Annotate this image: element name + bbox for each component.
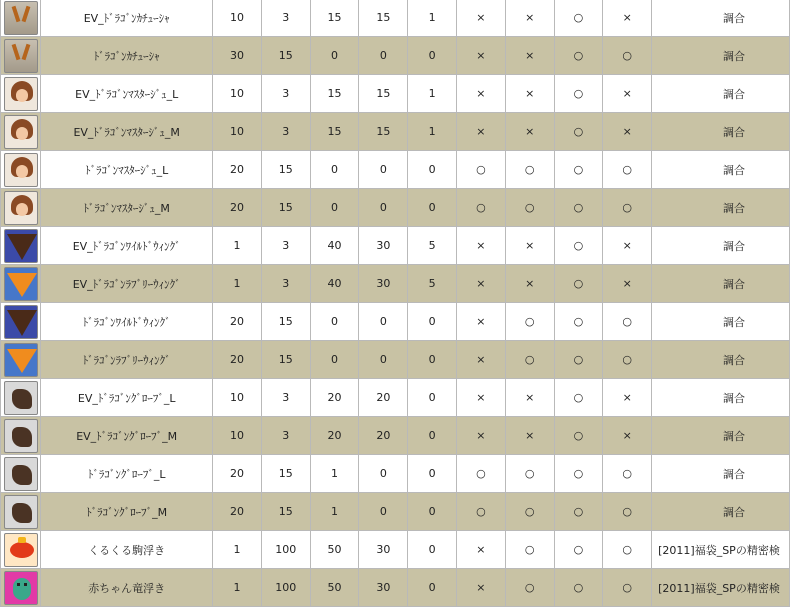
method-cell: 調合 xyxy=(652,37,790,75)
value-cell: 20 xyxy=(213,189,262,227)
item-name: ﾄﾞﾗｺﾞﾝｶﾁｭｰｼｬ xyxy=(41,37,213,75)
value-cell: 0 xyxy=(408,455,457,493)
flag-cell: ○ xyxy=(554,37,603,75)
dragon-hair-icon xyxy=(4,115,38,149)
value-cell: 0 xyxy=(310,341,359,379)
value-cell: 10 xyxy=(213,0,262,37)
flag-cell: ○ xyxy=(505,151,554,189)
flag-cell: × xyxy=(457,303,506,341)
dragon-glove-icon xyxy=(4,495,38,529)
flag-cell: ○ xyxy=(505,493,554,531)
flag-cell: × xyxy=(505,75,554,113)
table-row xyxy=(1,569,790,607)
method-cell: 調合 xyxy=(652,341,790,379)
dragon-wing-dark-icon xyxy=(4,305,38,339)
flag-cell: × xyxy=(457,379,506,417)
dragon-glove-icon xyxy=(4,381,38,415)
value-cell: 30 xyxy=(213,37,262,75)
flag-cell: ○ xyxy=(603,37,652,75)
value-cell: 0 xyxy=(310,151,359,189)
flag-cell: × xyxy=(603,417,652,455)
value-cell: 30 xyxy=(359,569,408,607)
value-cell: 1 xyxy=(310,493,359,531)
item-icon-cell xyxy=(1,417,41,455)
flag-cell: × xyxy=(505,265,554,303)
flag-cell: ○ xyxy=(554,303,603,341)
value-cell: 0 xyxy=(408,37,457,75)
flag-cell: ○ xyxy=(505,189,554,227)
dragon-horn-icon xyxy=(4,1,38,35)
value-cell: 5 xyxy=(408,227,457,265)
flag-cell: ○ xyxy=(505,341,554,379)
flag-cell: × xyxy=(603,0,652,37)
value-cell: 1 xyxy=(310,455,359,493)
method-cell: 調合 xyxy=(652,0,790,37)
flag-cell: × xyxy=(505,227,554,265)
value-cell: 0 xyxy=(408,151,457,189)
flag-cell: ○ xyxy=(603,569,652,607)
value-cell: 15 xyxy=(261,189,310,227)
value-cell: 0 xyxy=(408,189,457,227)
flag-cell: × xyxy=(505,113,554,151)
value-cell: 0 xyxy=(408,341,457,379)
value-cell: 1 xyxy=(408,0,457,37)
item-name: ﾄﾞﾗｺﾞﾝﾏｽﾀｰｼﾞｭ_L xyxy=(41,151,213,189)
flag-cell: × xyxy=(457,37,506,75)
dragon-wing-dark-icon xyxy=(4,229,38,263)
item-name: ﾄﾞﾗｺﾞﾝﾜｲﾙﾄﾞｳｨﾝｸﾞ xyxy=(41,303,213,341)
flag-cell: ○ xyxy=(457,455,506,493)
item-name: ﾄﾞﾗｺﾞﾝﾏｽﾀｰｼﾞｭ_M xyxy=(41,189,213,227)
table-row xyxy=(1,265,790,303)
flag-cell: ○ xyxy=(457,493,506,531)
dragon-wing-orange-icon xyxy=(4,267,38,301)
item-icon-cell xyxy=(1,303,41,341)
table-row xyxy=(1,113,790,151)
flag-cell: ○ xyxy=(603,493,652,531)
value-cell: 10 xyxy=(213,379,262,417)
table-row xyxy=(1,151,790,189)
method-cell: [2011]福袋_SPの精密検 xyxy=(652,531,790,569)
item-icon-cell xyxy=(1,189,41,227)
value-cell: 3 xyxy=(261,379,310,417)
value-cell: 1 xyxy=(408,113,457,151)
value-cell: 20 xyxy=(213,455,262,493)
value-cell: 0 xyxy=(408,569,457,607)
flag-cell: ○ xyxy=(554,75,603,113)
value-cell: 20 xyxy=(213,151,262,189)
value-cell: 0 xyxy=(359,493,408,531)
value-cell: 100 xyxy=(261,531,310,569)
flag-cell: × xyxy=(505,417,554,455)
value-cell: 0 xyxy=(359,151,408,189)
value-cell: 15 xyxy=(310,75,359,113)
value-cell: 0 xyxy=(310,303,359,341)
flag-cell: ○ xyxy=(554,531,603,569)
value-cell: 20 xyxy=(213,303,262,341)
value-cell: 10 xyxy=(213,417,262,455)
value-cell: 3 xyxy=(261,265,310,303)
item-name: ﾄﾞﾗｺﾞﾝｸﾞﾛｰﾌﾞ_M xyxy=(41,493,213,531)
flag-cell: ○ xyxy=(554,569,603,607)
table-row xyxy=(1,341,790,379)
item-name: EV_ﾄﾞﾗｺﾞﾝｸﾞﾛｰﾌﾞ_L xyxy=(41,379,213,417)
value-cell: 0 xyxy=(359,189,408,227)
flag-cell: ○ xyxy=(505,531,554,569)
item-name: EV_ﾄﾞﾗｺﾞﾝﾗﾌﾞﾘｰｳｨﾝｸﾞ xyxy=(41,265,213,303)
value-cell: 0 xyxy=(408,417,457,455)
table-row xyxy=(1,379,790,417)
value-cell: 30 xyxy=(359,531,408,569)
value-cell: 100 xyxy=(261,569,310,607)
flag-cell: ○ xyxy=(457,151,506,189)
flag-cell: × xyxy=(457,569,506,607)
item-name: ﾄﾞﾗｺﾞﾝﾗﾌﾞﾘｰｳｨﾝｸﾞ xyxy=(41,341,213,379)
value-cell: 1 xyxy=(213,569,262,607)
value-cell: 0 xyxy=(359,37,408,75)
value-cell: 15 xyxy=(261,151,310,189)
value-cell: 40 xyxy=(310,227,359,265)
flag-cell: ○ xyxy=(554,493,603,531)
item-icon-cell xyxy=(1,227,41,265)
table-row xyxy=(1,0,790,37)
method-cell: 調合 xyxy=(652,303,790,341)
flag-cell: × xyxy=(603,75,652,113)
item-icon-cell xyxy=(1,37,41,75)
value-cell: 3 xyxy=(261,227,310,265)
flag-cell: ○ xyxy=(603,151,652,189)
flag-cell: ○ xyxy=(554,417,603,455)
flag-cell: × xyxy=(603,227,652,265)
flag-cell: ○ xyxy=(554,265,603,303)
value-cell: 15 xyxy=(261,341,310,379)
table-row xyxy=(1,37,790,75)
item-name: EV_ﾄﾞﾗｺﾞﾝｶﾁｭｰｼｬ xyxy=(41,0,213,37)
flag-cell: ○ xyxy=(554,227,603,265)
item-icon-cell xyxy=(1,0,41,37)
value-cell: 20 xyxy=(213,493,262,531)
value-cell: 20 xyxy=(310,379,359,417)
item-name: くるくる駒浮き xyxy=(41,531,213,569)
item-icon-cell xyxy=(1,531,41,569)
item-icon-cell xyxy=(1,569,41,607)
flag-cell: × xyxy=(603,379,652,417)
value-cell: 15 xyxy=(359,113,408,151)
flag-cell: ○ xyxy=(603,341,652,379)
value-cell: 15 xyxy=(261,303,310,341)
value-cell: 1 xyxy=(408,75,457,113)
table-row xyxy=(1,303,790,341)
table-row xyxy=(1,417,790,455)
table-row xyxy=(1,455,790,493)
table-row xyxy=(1,493,790,531)
value-cell: 0 xyxy=(408,379,457,417)
value-cell: 20 xyxy=(359,379,408,417)
method-cell: 調合 xyxy=(652,265,790,303)
flag-cell: × xyxy=(603,113,652,151)
table-row xyxy=(1,531,790,569)
table-row xyxy=(1,189,790,227)
value-cell: 3 xyxy=(261,417,310,455)
item-icon-cell xyxy=(1,151,41,189)
flag-cell: × xyxy=(457,341,506,379)
flag-cell: × xyxy=(457,531,506,569)
flag-cell: ○ xyxy=(505,455,554,493)
dragon-horn-icon xyxy=(4,39,38,73)
item-icon-cell xyxy=(1,75,41,113)
value-cell: 3 xyxy=(261,113,310,151)
method-cell: 調合 xyxy=(652,493,790,531)
value-cell: 0 xyxy=(408,303,457,341)
dragon-glove-icon xyxy=(4,419,38,453)
item-name: ﾄﾞﾗｺﾞﾝｸﾞﾛｰﾌﾞ_L xyxy=(41,455,213,493)
table-row xyxy=(1,227,790,265)
method-cell: 調合 xyxy=(652,75,790,113)
flag-cell: × xyxy=(505,37,554,75)
value-cell: 15 xyxy=(261,455,310,493)
value-cell: 15 xyxy=(359,75,408,113)
flag-cell: × xyxy=(457,265,506,303)
flag-cell: × xyxy=(457,75,506,113)
method-cell: 調合 xyxy=(652,227,790,265)
value-cell: 30 xyxy=(359,227,408,265)
flag-cell: × xyxy=(505,379,554,417)
value-cell: 0 xyxy=(359,303,408,341)
method-cell: [2011]福袋_SPの精密検 xyxy=(652,569,790,607)
item-name: 赤ちゃん竜浮き xyxy=(41,569,213,607)
value-cell: 1 xyxy=(213,227,262,265)
item-name: EV_ﾄﾞﾗｺﾞﾝﾏｽﾀｰｼﾞｭ_M xyxy=(41,113,213,151)
value-cell: 20 xyxy=(213,341,262,379)
dragon-wing-orange-icon xyxy=(4,343,38,377)
method-cell: 調合 xyxy=(652,455,790,493)
flag-cell: ○ xyxy=(603,455,652,493)
flag-cell: ○ xyxy=(603,303,652,341)
flag-cell: × xyxy=(505,0,554,37)
flag-cell: ○ xyxy=(554,379,603,417)
flag-cell: ○ xyxy=(554,113,603,151)
flag-cell: ○ xyxy=(505,303,554,341)
value-cell: 20 xyxy=(310,417,359,455)
value-cell: 30 xyxy=(359,265,408,303)
item-icon-cell xyxy=(1,455,41,493)
value-cell: 15 xyxy=(310,0,359,37)
value-cell: 50 xyxy=(310,531,359,569)
method-cell: 調合 xyxy=(652,379,790,417)
flag-cell: ○ xyxy=(554,189,603,227)
flag-cell: ○ xyxy=(554,341,603,379)
value-cell: 10 xyxy=(213,75,262,113)
value-cell: 10 xyxy=(213,113,262,151)
table-row xyxy=(1,75,790,113)
dragon-hair-icon xyxy=(4,77,38,111)
dragon-glove-icon xyxy=(4,457,38,491)
value-cell: 50 xyxy=(310,569,359,607)
flag-cell: × xyxy=(457,417,506,455)
item-icon-cell xyxy=(1,265,41,303)
method-cell: 調合 xyxy=(652,151,790,189)
method-cell: 調合 xyxy=(652,417,790,455)
value-cell: 15 xyxy=(261,493,310,531)
value-cell: 0 xyxy=(359,341,408,379)
flag-cell: ○ xyxy=(457,189,506,227)
value-cell: 15 xyxy=(261,37,310,75)
value-cell: 0 xyxy=(310,189,359,227)
item-icon-cell xyxy=(1,113,41,151)
item-name: EV_ﾄﾞﾗｺﾞﾝﾜｲﾙﾄﾞｳｨﾝｸﾞ xyxy=(41,227,213,265)
item-icon-cell xyxy=(1,493,41,531)
value-cell: 0 xyxy=(310,37,359,75)
item-name: EV_ﾄﾞﾗｺﾞﾝｸﾞﾛｰﾌﾞ_M xyxy=(41,417,213,455)
item-name: EV_ﾄﾞﾗｺﾞﾝﾏｽﾀｰｼﾞｭ_L xyxy=(41,75,213,113)
item-icon-cell xyxy=(1,341,41,379)
value-cell: 1 xyxy=(213,531,262,569)
dragon-hair-icon xyxy=(4,191,38,225)
value-cell: 20 xyxy=(359,417,408,455)
spinning-top-icon xyxy=(4,533,38,567)
value-cell: 0 xyxy=(408,531,457,569)
value-cell: 40 xyxy=(310,265,359,303)
flag-cell: × xyxy=(457,0,506,37)
value-cell: 3 xyxy=(261,75,310,113)
baby-dragon-icon xyxy=(4,571,38,605)
flag-cell: × xyxy=(457,227,506,265)
flag-cell: × xyxy=(457,113,506,151)
flag-cell: ○ xyxy=(603,189,652,227)
value-cell: 15 xyxy=(359,0,408,37)
value-cell: 1 xyxy=(213,265,262,303)
flag-cell: × xyxy=(603,265,652,303)
value-cell: 15 xyxy=(310,113,359,151)
flag-cell: ○ xyxy=(554,151,603,189)
method-cell: 調合 xyxy=(652,113,790,151)
value-cell: 0 xyxy=(359,455,408,493)
table-body xyxy=(1,0,790,607)
flag-cell: ○ xyxy=(603,531,652,569)
value-cell: 5 xyxy=(408,265,457,303)
value-cell: 3 xyxy=(261,0,310,37)
dragon-hair-icon xyxy=(4,153,38,187)
item-icon-cell xyxy=(1,379,41,417)
flag-cell: ○ xyxy=(554,455,603,493)
flag-cell: ○ xyxy=(554,0,603,37)
method-cell: 調合 xyxy=(652,189,790,227)
flag-cell: ○ xyxy=(505,569,554,607)
value-cell: 0 xyxy=(408,493,457,531)
